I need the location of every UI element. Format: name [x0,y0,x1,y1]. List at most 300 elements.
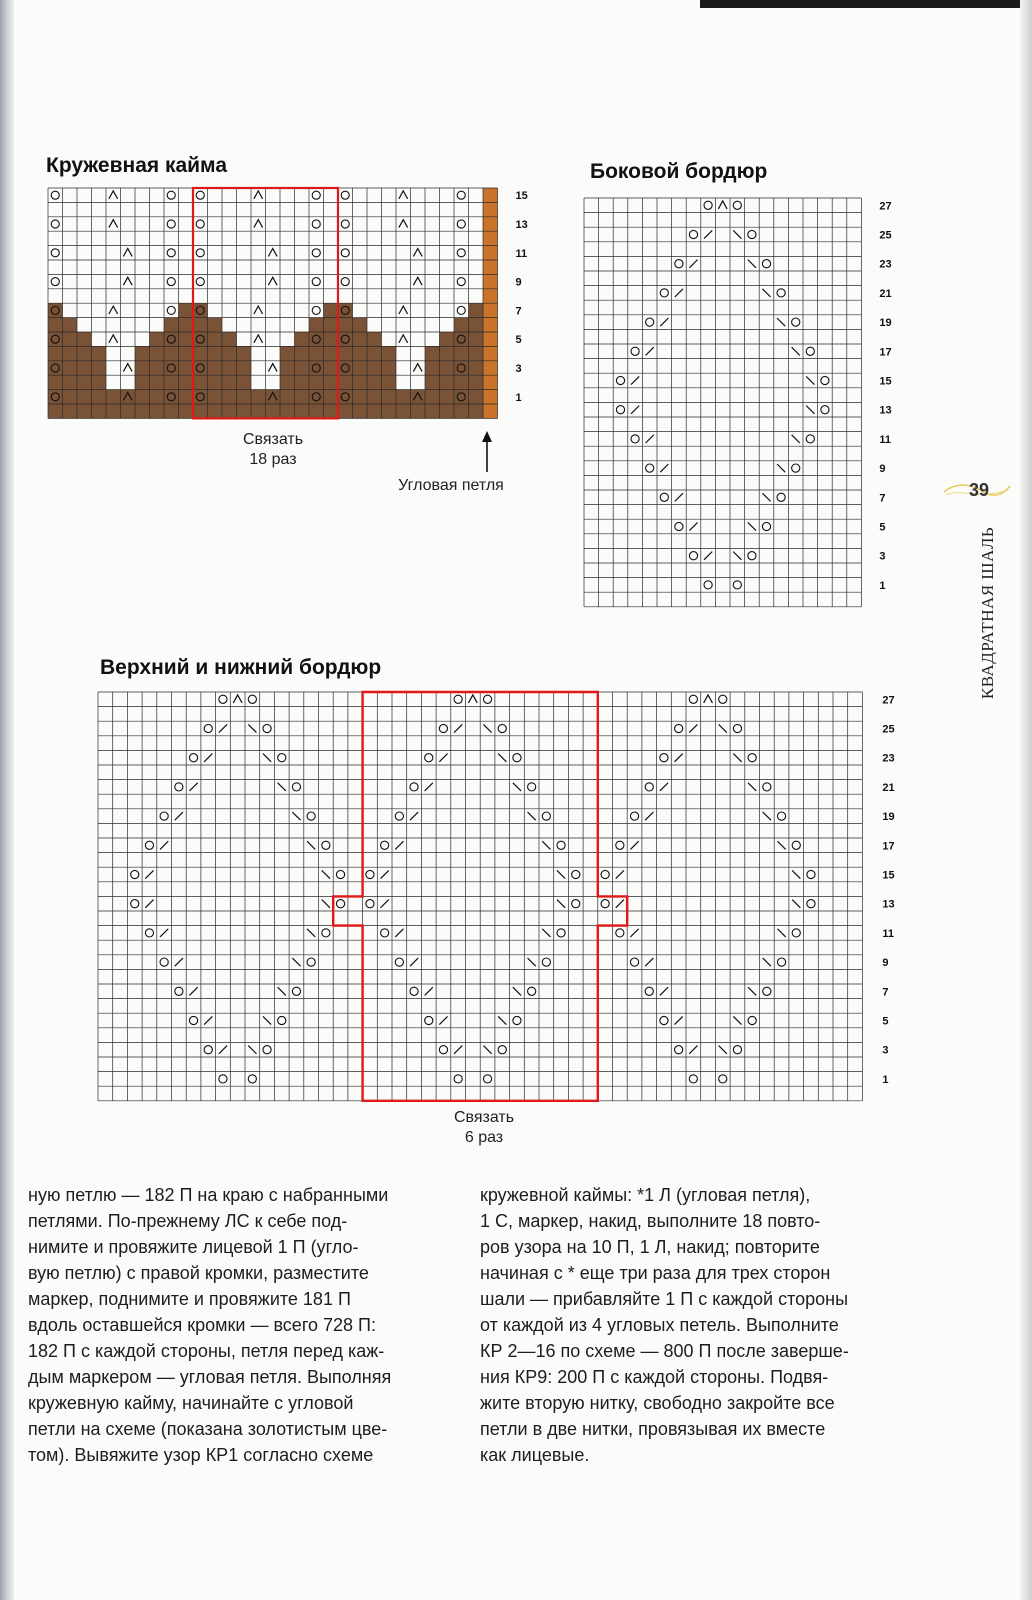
k2tog-symbol [660,783,668,791]
filled-cell [425,390,440,404]
filled-cell [208,390,223,404]
k2tog-symbol [175,958,183,966]
yarn-over-symbol [777,493,785,501]
ssk-symbol [263,1016,271,1024]
central-decrease-symbol [109,220,118,228]
yarn-over-symbol [145,929,153,937]
k2tog-symbol [189,987,197,995]
filled-cell [48,404,63,418]
k2tog-symbol [630,929,638,937]
filled-cell [367,404,382,418]
filled-cell [483,303,498,317]
ssk-symbol [762,289,770,297]
yarn-over-symbol [704,201,712,209]
yarn-over-symbol [457,278,465,286]
filled-cell [454,390,469,404]
yarn-over-symbol [660,754,668,762]
central-decrease-symbol [399,191,408,199]
filled-cell [454,361,469,375]
filled-cell [324,404,339,418]
k2tog-symbol [646,435,654,443]
yarn-over-symbol [204,1046,212,1054]
row-label: 7 [879,492,886,505]
text-line: ров узора на 10 П, 1 Л, накид; повторите [480,1237,820,1257]
filled-cell [92,375,107,389]
k2tog-symbol [646,347,654,355]
ssk-symbol [322,870,330,878]
filled-cell [135,361,150,375]
running-title [973,518,1003,708]
yarn-over-symbol [457,191,465,199]
filled-cell [309,318,324,332]
yarn-over-symbol [733,581,741,589]
border-repeat-caption-line1: Связать [453,1109,515,1126]
row-label: 11 [879,433,892,446]
filled-cell [469,361,484,375]
yarn-over-symbol [167,249,175,257]
filled-cell [454,318,469,332]
top-edge-bar [700,0,1032,8]
k2tog-symbol [689,522,697,530]
yarn-over-symbol [806,347,814,355]
yarn-over-symbol [645,987,653,995]
k2tog-symbol [645,812,653,820]
filled-cell [454,346,469,360]
filled-cell [237,404,252,418]
filled-cell [338,346,353,360]
k2tog-symbol [189,783,197,791]
yarn-over-symbol [322,929,330,937]
row-label: 19 [879,317,892,330]
filled-cell [367,361,382,375]
central-decrease-symbol [399,335,408,343]
yarn-over-symbol [395,958,403,966]
ssk-symbol [307,929,315,937]
filled-cell [106,404,121,418]
yarn-over-symbol [167,306,175,314]
yarn-over-symbol [145,841,153,849]
page-number: 39 [968,480,990,500]
row-label: 9 [879,463,886,476]
ssk-symbol [733,552,741,560]
k2tog-symbol [675,289,683,297]
filled-cell [324,318,339,332]
lace-repeat-caption-line2: 18 раз [249,451,297,468]
ssk-symbol [248,1046,256,1054]
central-decrease-symbol [109,306,118,314]
ssk-symbol [733,230,741,238]
ssk-symbol [777,464,785,472]
filled-cell [251,404,266,418]
ssk-symbol [792,870,800,878]
filled-cell [353,361,368,375]
yarn-over-symbol [631,347,639,355]
filled-cell [309,361,324,375]
filled-cell [483,361,498,375]
filled-cell [353,332,368,346]
yarn-over-symbol [175,783,183,791]
filled-cell [483,260,498,274]
k2tog-symbol [660,464,668,472]
row-label: 25 [882,723,895,736]
filled-cell [338,361,353,375]
yarn-over-symbol [439,724,447,732]
k2tog-symbol [645,958,653,966]
central-decrease-symbol [718,201,727,209]
filled-cell [483,404,498,418]
yarn-over-symbol [454,1075,462,1083]
text-line: кружевную кайму, начинайте с угловой [28,1393,354,1413]
filled-cell [179,361,194,375]
yarn-over-symbol [821,406,829,414]
top-bottom-border-chart [96,690,906,1115]
central-decrease-symbol [123,248,132,256]
filled-cell [440,332,455,346]
filled-cell [266,404,281,418]
book-spine-shadow [0,0,14,1600]
yarn-over-symbol [762,522,770,530]
yarn-over-symbol [777,812,785,820]
filled-cell [280,346,295,360]
top-bottom-border-title: Верхний и нижний бордюр [100,656,382,679]
row-label: 15 [882,869,895,882]
yarn-over-symbol [167,220,175,228]
filled-cell [208,318,223,332]
filled-cell [483,274,498,288]
filled-cell [295,404,310,418]
yarn-over-symbol [777,289,785,297]
filled-cell [382,361,397,375]
filled-cell [150,361,165,375]
yarn-over-symbol [248,1075,256,1083]
filled-cell [483,332,498,346]
filled-cell [440,404,455,418]
filled-cell [483,246,498,260]
yarn-over-symbol [366,870,374,878]
text-line: как лицевые. [480,1445,590,1465]
yarn-over-symbol [167,278,175,286]
yarn-over-symbol [631,435,639,443]
filled-cell [222,332,237,346]
ssk-symbol [292,812,300,820]
filled-cell [483,289,498,303]
row-label: 27 [879,200,892,213]
yarn-over-symbol [630,958,638,966]
ssk-symbol [748,260,756,268]
text-line: том). Вывяжите узор КР1 согласно схеме [28,1445,374,1465]
filled-cell [280,404,295,418]
filled-cell [469,318,484,332]
yarn-over-symbol [341,249,349,257]
k2tog-symbol [704,230,712,238]
k2tog-symbol [381,870,389,878]
yarn-over-symbol [675,724,683,732]
row-label: 27 [882,694,895,707]
yarn-over-symbol [557,841,565,849]
filled-cell [280,361,295,375]
filled-cell [454,375,469,389]
central-decrease-symbol [233,695,242,703]
filled-cell [222,361,237,375]
filled-cell [193,375,208,389]
filled-cell [483,375,498,389]
yarn-over-symbol [807,900,815,908]
filled-cell [338,332,353,346]
yarn-over-symbol [336,870,344,878]
ssk-symbol [528,812,536,820]
ssk-symbol [806,376,814,384]
ssk-symbol [719,1046,727,1054]
yarn-over-symbol [454,695,462,703]
text-line: вую петлю) с правой кромки, разместите [28,1263,369,1283]
filled-cell [483,188,498,202]
yarn-over-symbol [457,220,465,228]
yarn-over-symbol [425,1016,433,1024]
text-line: шали — прибавляйте 1 П с каждой стороны [480,1289,849,1309]
ssk-symbol [733,754,741,762]
k2tog-symbol [675,493,683,501]
ssk-symbol [542,841,550,849]
lace-edge-title: Кружевная кайма [46,154,227,177]
k2tog-symbol [616,900,624,908]
filled-cell [382,404,397,418]
text-line: кружевной каймы: *1 Л (угловая петля), [480,1185,811,1205]
yarn-over-symbol [189,1016,197,1024]
k2tog-symbol [660,318,668,326]
ssk-symbol [748,522,756,530]
filled-cell [150,346,165,360]
filled-cell [208,375,223,389]
yarn-over-symbol [733,1046,741,1054]
central-decrease-symbol [254,220,263,228]
filled-cell [77,361,92,375]
filled-cell [179,375,194,389]
yarn-over-symbol [792,464,800,472]
filled-cell [77,346,92,360]
yarn-over-symbol [748,1016,756,1024]
filled-cell [237,390,252,404]
yarn-over-symbol [792,929,800,937]
filled-cell [367,375,382,389]
text-line: от каждой из 4 угловых петель. Выполните [480,1315,839,1335]
filled-cell [295,375,310,389]
yarn-over-symbol [675,260,683,268]
filled-cell [425,361,440,375]
yarn-over-symbol [601,900,609,908]
yarn-over-symbol [341,278,349,286]
filled-cell [77,390,92,404]
text-line: ную петлю — 182 П на краю с набранными [28,1185,389,1205]
k2tog-symbol [689,724,697,732]
yarn-over-symbol [762,260,770,268]
yarn-over-symbol [704,581,712,589]
yarn-over-symbol [196,278,204,286]
row-label: 15 [879,375,892,388]
yarn-over-symbol [748,754,756,762]
filled-cell [77,404,92,418]
filled-cell [483,318,498,332]
filled-cell [150,332,165,346]
text-line: начиная с * еще три раза для трех сторон [480,1263,831,1283]
filled-cell [425,375,440,389]
row-label: 21 [882,781,895,794]
ssk-symbol [483,1046,491,1054]
row-label: 9 [515,276,522,289]
filled-cell [440,390,455,404]
yarn-over-symbol [498,724,506,732]
filled-cell [92,346,107,360]
corner-stitch-arrow [481,430,493,472]
filled-cell [237,346,252,360]
lace-repeat-caption [218,430,328,470]
filled-cell [353,390,368,404]
yarn-over-symbol [307,812,315,820]
yarn-over-symbol [160,958,168,966]
yarn-over-symbol [675,1046,683,1054]
yarn-over-symbol [483,695,491,703]
yarn-over-symbol [131,900,139,908]
yarn-over-symbol [366,900,374,908]
k2tog-symbol [439,754,447,762]
yarn-over-symbol [660,289,668,297]
filled-cell [324,303,339,317]
yarn-over-symbol [542,812,550,820]
filled-cell [309,332,324,346]
filled-cell [367,346,382,360]
yarn-over-symbol [748,230,756,238]
filled-cell [92,361,107,375]
central-decrease-symbol [268,364,277,372]
filled-cell [92,390,107,404]
text-line: ния КР9: 200 П с каждой стороны. Подвя- [480,1367,829,1387]
ssk-symbol [792,900,800,908]
ssk-symbol [513,783,521,791]
filled-cell [179,390,194,404]
filled-cell [222,346,237,360]
filled-cell [150,404,165,418]
yarn-over-symbol [513,1016,521,1024]
row-label: 9 [882,957,889,970]
filled-cell [164,332,179,346]
filled-cell [63,361,78,375]
yarn-over-symbol [248,695,256,703]
text-line: маркер, поднимите и провяжите 181 П [28,1289,351,1309]
filled-cell [324,346,339,360]
filled-cell [237,361,252,375]
filled-cell [121,404,136,418]
filled-cell [48,332,63,346]
filled-cell [411,404,426,418]
yarn-over-symbol [689,552,697,560]
yarn-over-symbol [381,841,389,849]
yarn-over-symbol [196,220,204,228]
yarn-over-symbol [263,1046,271,1054]
yarn-over-symbol [719,1075,727,1083]
filled-cell [193,318,208,332]
k2tog-symbol [425,783,433,791]
ssk-symbol [307,841,315,849]
k2tog-symbol [631,406,639,414]
k2tog-symbol [395,841,403,849]
central-decrease-symbol [109,191,118,199]
ssk-symbol [719,724,727,732]
k2tog-symbol [410,812,418,820]
text-line: жите вторую нитку, свободно закройте все [480,1393,835,1413]
yarn-over-symbol [646,464,654,472]
yarn-over-symbol [51,249,59,257]
yarn-over-symbol [196,249,204,257]
row-label: 5 [879,521,886,534]
row-label: 3 [515,363,522,375]
ssk-symbol [498,754,506,762]
filled-cell [425,404,440,418]
filled-cell [309,346,324,360]
yarn-over-symbol [763,987,771,995]
page-edge [1020,0,1032,1600]
filled-cell [353,318,368,332]
k2tog-symbol [454,1046,462,1054]
yarn-over-symbol [719,695,727,703]
yarn-over-symbol [457,306,465,314]
filled-cell [63,375,78,389]
filled-cell [353,404,368,418]
ssk-symbol [557,870,565,878]
yarn-over-symbol [616,929,624,937]
yarn-over-symbol [292,783,300,791]
k2tog-symbol [616,870,624,878]
yarn-over-symbol [557,929,565,937]
central-decrease-symbol [413,364,422,372]
filled-cell [92,404,107,418]
filled-cell [338,375,353,389]
k2tog-symbol [219,1046,227,1054]
text-line: КР 2—16 по схеме — 800 П после заверше- [480,1341,849,1361]
filled-cell [135,404,150,418]
yarn-over-symbol [457,249,465,257]
ssk-symbol [542,929,550,937]
central-decrease-symbol [123,364,132,372]
ssk-symbol [248,724,256,732]
yarn-over-symbol [278,754,286,762]
yarn-over-symbol [616,376,624,384]
filled-cell [164,361,179,375]
filled-cell [222,375,237,389]
text-column-left [28,1182,458,1468]
k2tog-symbol [689,260,697,268]
yarn-over-symbol [689,230,697,238]
k2tog-symbol [160,929,168,937]
filled-cell [353,346,368,360]
filled-cell [48,361,63,375]
yarn-over-symbol [410,987,418,995]
yarn-over-symbol [196,191,204,199]
text-line: нимите и провяжите лицевой 1 П (угло- [28,1237,359,1257]
row-label: 1 [515,391,522,404]
text-line: петли на схеме (показана золотистым цве- [28,1419,388,1439]
filled-cell [237,375,252,389]
filled-cell [309,404,324,418]
k2tog-symbol [689,1046,697,1054]
row-label: 1 [882,1073,889,1086]
yarn-over-symbol [733,724,741,732]
ssk-symbol [278,783,286,791]
filled-cell [193,303,208,317]
filled-cell [309,390,324,404]
row-label: 5 [882,1015,889,1028]
yarn-over-symbol [219,695,227,703]
ssk-symbol [528,958,536,966]
filled-cell [280,375,295,389]
